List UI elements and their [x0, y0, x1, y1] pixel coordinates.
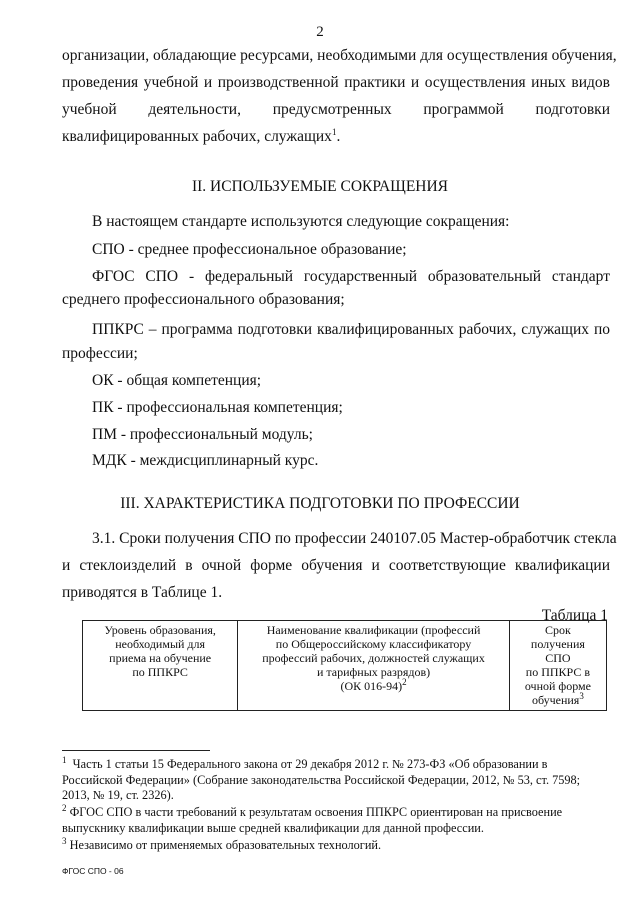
abbrev-lead: В настоящем стандарте используются следующие сокращения:	[92, 213, 510, 230]
footnote-1-line-1	[62, 754, 610, 773]
col2-line: и тарифных разрядов)	[316, 665, 431, 679]
col2-line: профессий рабочих, должностей служащих	[262, 651, 485, 665]
abbrev-pm: ПМ - профессиональный модуль;	[92, 426, 313, 443]
col1-line: необходимый для	[115, 637, 206, 651]
footnote-2-text-1: ФГОС СПО в части требований к результатам освоения ППКРС ориентирован на присвоение	[69, 805, 563, 819]
col1-line: приема на обучение	[109, 651, 212, 665]
abbrev-pk: ПК - профессиональная компетенция;	[92, 399, 343, 416]
abbrev-spo: СПО - среднее профессиональное образование;	[92, 241, 407, 258]
intro-line-4-text: квалифицированных рабочих, служащих	[62, 128, 332, 145]
col3-line: СПО	[545, 651, 571, 665]
footer-code: ФГОС СПО - 06	[62, 866, 124, 876]
intro-line-3: учебной деятельности, предусмотренных программой подготовки	[62, 101, 610, 118]
col1-line: по ППКРС	[132, 665, 188, 679]
qualification-table	[82, 620, 607, 711]
col2-line: по Общероссийскому классификатору	[275, 637, 472, 651]
col3-line: очной форме	[524, 679, 591, 693]
footnote-3-line-1	[62, 835, 610, 854]
col2-line: Наименование квалификации (профессий	[266, 623, 481, 637]
col3-line: получения	[530, 637, 585, 651]
section-3-line-2: и стеклоизделий в очной форме обучения и соответствующие квалификации	[62, 557, 610, 574]
intro-line-1: организации, обладающие ресурсами, необходимыми для осуществления обучения,	[62, 47, 617, 64]
footnote-1-mark: 1	[62, 754, 67, 765]
col3-line: Срок	[544, 623, 571, 637]
col3-last: обучения	[531, 693, 580, 707]
footnote-1-line-3: 2013, № 19, ст. 2326).	[62, 788, 174, 802]
section-3-title: III. ХАРАКТЕРИСТИКА ПОДГОТОВКИ ПО ПРОФЕССИИ	[120, 495, 520, 512]
col2-footnote-ref: 2	[402, 677, 407, 687]
footnote-1	[62, 754, 610, 804]
footnote-2-line-1	[62, 802, 610, 821]
table-header-row	[83, 621, 607, 711]
col2-code: (ОК 016-94)	[340, 679, 403, 693]
abbrev-mdk: МДК - междисциплинарный курс.	[92, 452, 319, 469]
col3-line	[513, 693, 603, 707]
intro-line-2: проведения учебной и производственной практики и осуществления иных видов	[62, 74, 610, 91]
col1-line: Уровень образования,	[104, 623, 216, 637]
col2-line	[241, 679, 506, 693]
intro-line-4: квалифицированных рабочих, служащих$^1$.	[62, 126, 341, 145]
footnote-2-mark: 2	[62, 802, 67, 813]
footnote-3-text-1: Независимо от применяемых образовательных технологий.	[69, 838, 382, 852]
table-caption: Таблица 1	[541, 607, 608, 624]
footnote-1-text-1: Часть 1 статьи 15 Федерального закона от 29 декабря 2012 г. № 273-ФЗ «Об образовании в	[72, 757, 548, 771]
col3-line: по ППКРС в	[525, 665, 591, 679]
footnote-3-mark: 3	[62, 835, 67, 846]
col3-footnote-ref: 3	[579, 691, 584, 701]
table-header-level	[83, 621, 238, 711]
footnote-1-line-2: Российской Федерации» (Собрание законодательства Российской Федерации, 2012, № 53, ст. 7598;	[62, 772, 581, 787]
section-2-title: II. ИСПОЛЬЗУЕМЫЕ СОКРАЩЕНИЯ	[191, 178, 449, 195]
footnote-2-line-2: выпускнику квалификации выше средней квалификации для данной профессии.	[62, 820, 484, 835]
section-3-line-3: приводятся в Таблице 1.	[62, 584, 223, 601]
page-number: 2	[316, 24, 324, 40]
abbrev-fgos-line-2: среднего профессионального образования;	[62, 291, 345, 308]
table-header-term	[509, 621, 606, 711]
footnote-3	[62, 835, 610, 854]
table-header-qualification	[238, 621, 510, 711]
abbrev-ppkrs-line-2: профессии;	[62, 345, 138, 362]
section-3-line-1: 3.1. Сроки получения СПО по профессии 240107.05 Мастер-обработчик стекла	[92, 530, 617, 547]
abbrev-ppkrs-line-1: ППКРС – программа подготовки квалифицированных рабочих, служащих по	[92, 321, 610, 338]
abbrev-fgos-line-1: ФГОС СПО - федеральный государственный образовательный стандарт	[92, 268, 610, 285]
footnote-separator	[62, 750, 210, 751]
abbrev-ok: ОК - общая компетенция;	[92, 372, 262, 389]
footnote-2	[62, 802, 610, 836]
intro-footnote-ref: 1	[331, 126, 337, 137]
